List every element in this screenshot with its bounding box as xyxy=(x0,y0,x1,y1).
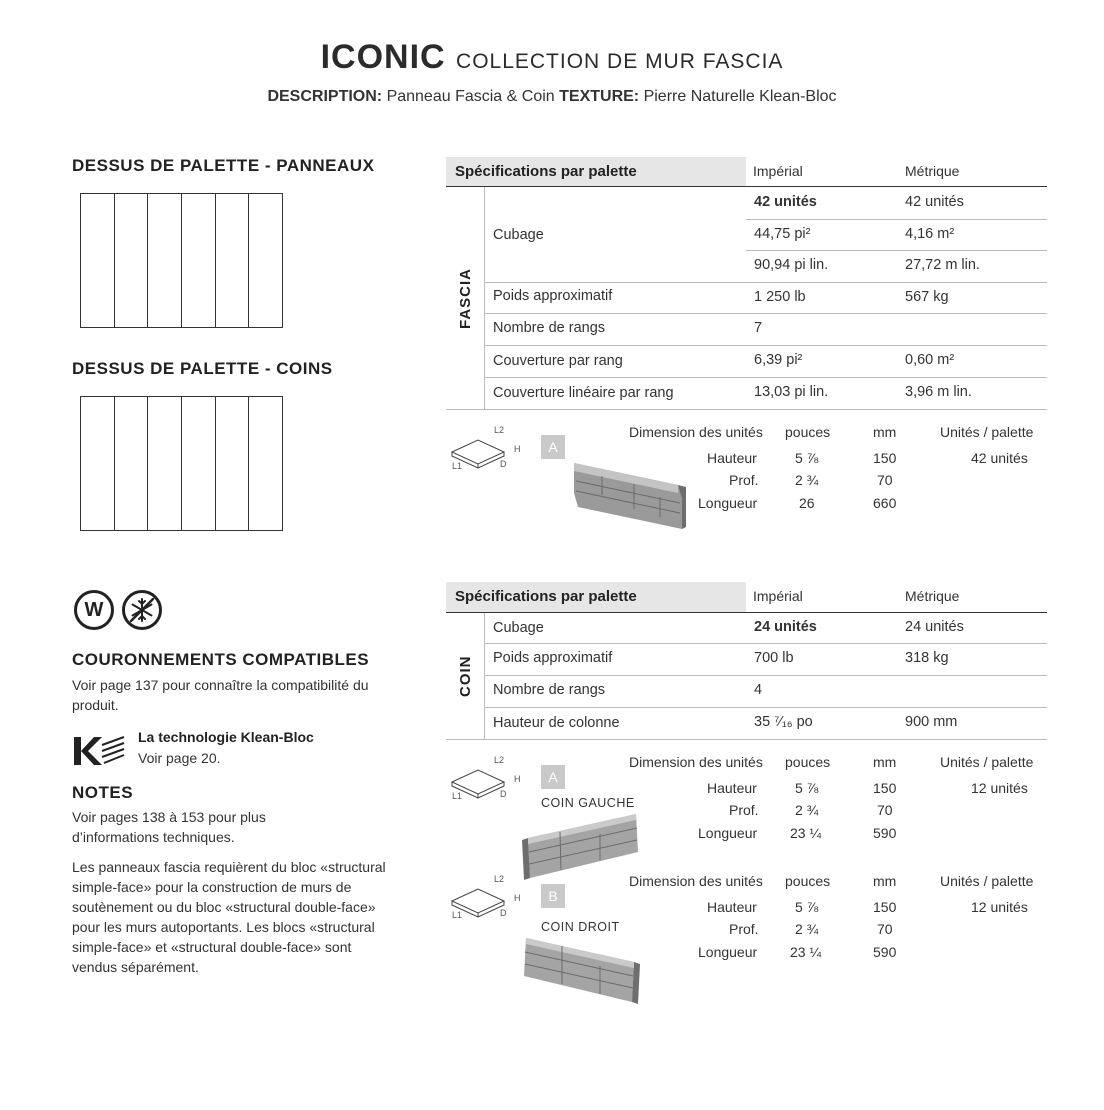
fascia-row-imp: 42 unités xyxy=(754,194,817,210)
unit-tag-a: A xyxy=(541,435,565,459)
coin-row-imp: 700 lb xyxy=(754,650,794,666)
klean-bloc-logo xyxy=(72,735,128,767)
pallet-corners-title: DESSUS DE PALETTE - COINS xyxy=(72,359,333,378)
page-title xyxy=(0,38,1104,77)
page-subtitle xyxy=(0,88,1104,106)
coin-side-label: COIN xyxy=(457,655,474,697)
unit-tag-b: B xyxy=(541,884,565,908)
coin-imperial-header: Impérial xyxy=(753,588,803,604)
description-label: DESCRIPTION: xyxy=(267,88,383,105)
brand-name: ICONIC xyxy=(320,38,446,76)
pallet-panels-title: DESSUS DE PALETTE - PANNEAUX xyxy=(72,156,375,175)
fascia-row-label: Cubage xyxy=(493,227,544,243)
coin-row-label: Cubage xyxy=(493,620,544,636)
coin-spec-header xyxy=(446,582,1047,612)
collection-name: COLLECTION DE MUR FASCIA xyxy=(456,50,784,73)
coin-row-met: 24 unités xyxy=(905,619,964,635)
notes-text-1: Voir pages 138 à 153 pour plus d’informations techniques. xyxy=(72,809,266,845)
coin-row-label: Nombre de rangs xyxy=(493,682,606,698)
fascia-row-imp: 44,75 pi² xyxy=(754,226,811,242)
fascia-side-label: FASCIA xyxy=(457,267,474,329)
kb-text: Voir page 20. xyxy=(138,750,221,766)
coin-metric-header: Métrique xyxy=(905,588,960,604)
kb-title: La technologie Klean-Bloc xyxy=(138,729,314,745)
unit-tag-a: A xyxy=(541,765,565,789)
coin-head-label: Spécifications par palette xyxy=(446,582,746,612)
fascia-row-label: Nombre de rangs xyxy=(493,320,606,336)
coin-row-imp: 24 unités xyxy=(754,619,817,635)
description-value: Panneau Fascia & Coin xyxy=(386,88,555,105)
coin-row-met: 900 mm xyxy=(905,714,958,730)
fascia-row-imp: 7 xyxy=(754,320,763,336)
fascia-row-met: 4,16 m² xyxy=(905,226,955,242)
fascia-row-label: Poids approximatif xyxy=(493,288,613,304)
fascia-row-imp: 90,94 pi lin. xyxy=(754,257,829,273)
fascia-row-met: 3,96 m lin. xyxy=(905,384,972,400)
notes-text-2: Les panneaux fascia requièrent du bloc «structural simple-face» pour la construction de murs de soutènement ou du bloc «structural double-face» pour les murs autoportants. Les blocs «structural simple-face» et «structural double-face» sont vendus séparément. xyxy=(72,859,386,975)
coin-gauche-label: COIN GAUCHE xyxy=(541,796,635,810)
texture-value: Pierre Naturelle Klean-Bloc xyxy=(643,88,837,105)
fascia-row-imp: 6,39 pi² xyxy=(754,352,803,368)
compat-text: Voir page 137 pour connaître la compatibilité du produit. xyxy=(72,677,369,713)
pallet-panels-diagram xyxy=(80,193,283,328)
fascia-row-met: 0,60 m² xyxy=(905,352,955,368)
pallet-corners-diagram xyxy=(80,396,283,531)
wall-w-badge-icon: W xyxy=(74,590,114,630)
coin-droit-image xyxy=(522,936,644,1006)
coin-row-label: Hauteur de colonne xyxy=(493,715,620,731)
fascia-spec-header xyxy=(446,157,1047,187)
fascia-panel-image xyxy=(572,459,692,531)
fascia-imperial-header: Impérial xyxy=(753,163,803,179)
freeze-thaw-snowflake-icon xyxy=(122,590,162,630)
coin-droit-label: COIN DROIT xyxy=(541,920,620,934)
fascia-head-label: Spécifications par palette xyxy=(446,157,746,187)
fascia-row-label: Couverture par rang xyxy=(493,353,623,369)
compat-title: COURONNEMENTS COMPATIBLES xyxy=(72,650,370,669)
fascia-row-met: 27,72 m lin. xyxy=(905,257,980,273)
fascia-row-label: Couverture linéaire par rang xyxy=(493,385,674,401)
coin-row-imp: 4 xyxy=(754,682,763,698)
coin-row-imp: 35 ⁷⁄₁₆ po xyxy=(754,714,813,730)
fascia-row-met: 42 unités xyxy=(905,194,964,210)
coin-gauche-image xyxy=(520,812,642,882)
fascia-row-imp: 13,03 pi lin. xyxy=(754,384,829,400)
notes-title: NOTES xyxy=(72,783,134,802)
fascia-row-met: 567 kg xyxy=(905,289,949,305)
texture-label: TEXTURE: xyxy=(559,88,640,105)
fascia-metric-header: Métrique xyxy=(905,163,960,179)
fascia-row-imp: 1 250 lb xyxy=(754,289,806,305)
coin-row-met: 318 kg xyxy=(905,650,949,666)
coin-row-label: Poids approximatif xyxy=(493,650,613,666)
